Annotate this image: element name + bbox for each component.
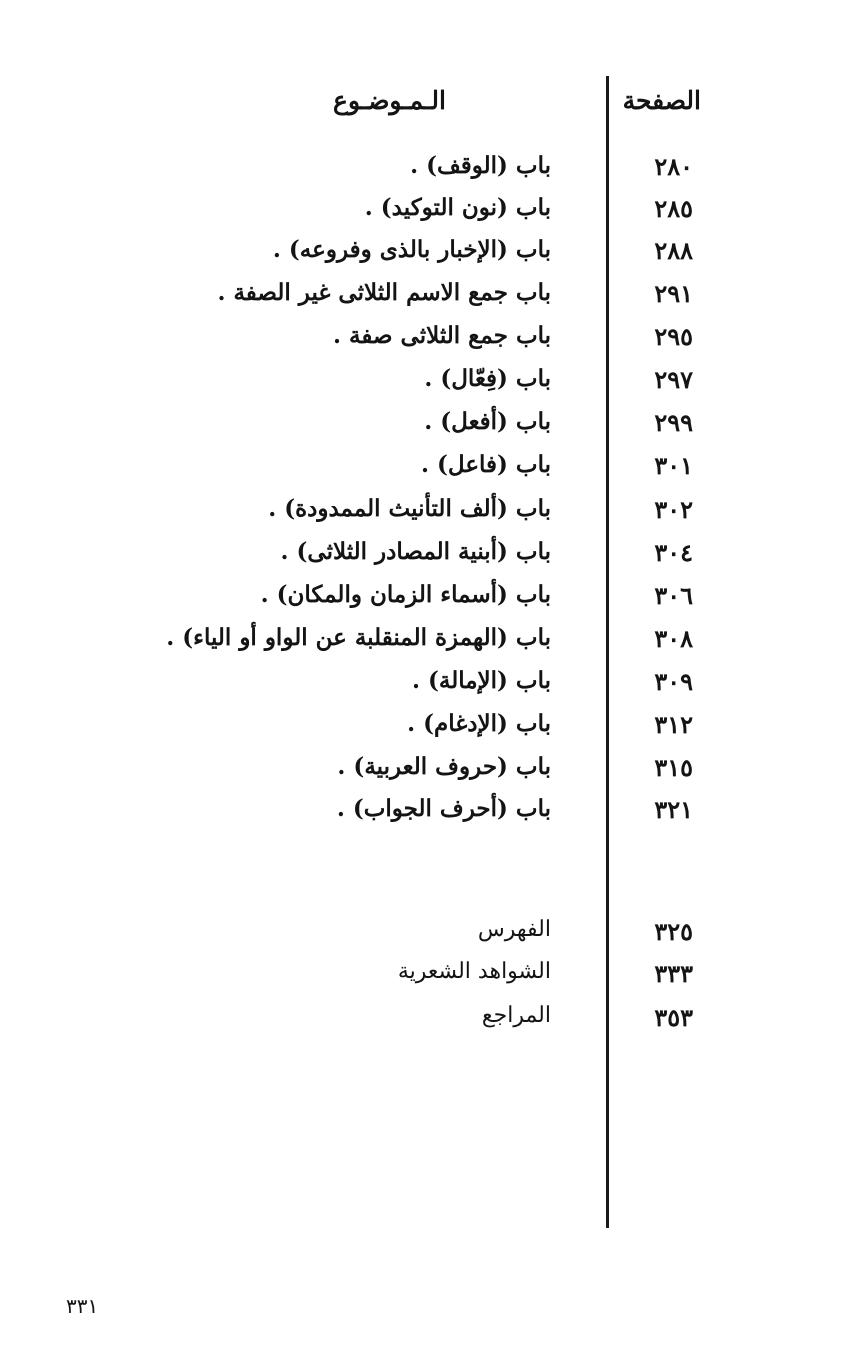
index-row xyxy=(0,624,849,666)
page-number: ٣٠٦ xyxy=(654,581,693,610)
topic-title: باب (حروف العربية) . xyxy=(337,753,551,780)
page-number: ٢٩١ xyxy=(654,279,693,308)
end-matter-row xyxy=(0,1003,849,1045)
page-number: ٣١٥ xyxy=(654,753,693,782)
page-number: ٣٣٣ xyxy=(654,959,693,988)
page-number: ٢٩٧ xyxy=(654,365,693,394)
page-number: ٣٠١ xyxy=(654,451,693,480)
topic-column-header: الـمـوضـوع xyxy=(333,86,446,115)
page-number: ٣٥٣ xyxy=(654,1003,693,1032)
topic-title: باب (نون التوكيد) . xyxy=(364,194,551,221)
topic-title: المراجع xyxy=(481,1003,551,1028)
page-number: ٣٠٤ xyxy=(654,538,693,567)
page-number: ٣٠٢ xyxy=(654,495,693,524)
page-number: ٢٨٨ xyxy=(654,236,693,265)
topic-title: باب (الهمزة المنقلبة عن الواو أو الياء) . xyxy=(166,624,551,651)
index-row xyxy=(0,279,849,321)
end-matter-row xyxy=(0,917,849,959)
topic-title: باب (فاعل) . xyxy=(421,451,551,478)
page-number: ٣٢١ xyxy=(654,795,693,824)
index-row xyxy=(0,538,849,580)
end-matter-row xyxy=(0,959,849,1001)
index-row xyxy=(0,795,849,837)
topic-title: باب (ألف التأنيث الممدودة) . xyxy=(268,495,551,522)
topic-title: باب (الإخبار بالذى وفروعه) . xyxy=(272,236,551,263)
topic-title: باب (الإدغام) . xyxy=(407,710,551,737)
topic-title: الفهرس xyxy=(477,917,551,942)
page-number: ٢٨٥ xyxy=(654,194,693,223)
index-row xyxy=(0,753,849,795)
index-row xyxy=(0,667,849,709)
topic-title: باب (أفعل) . xyxy=(424,408,551,435)
index-row xyxy=(0,194,849,236)
page-number: ٢٨٠ xyxy=(654,152,693,181)
page-number: ٣١٢ xyxy=(654,710,693,739)
index-row xyxy=(0,152,849,194)
page-folio-number: ٣٣١ xyxy=(66,1294,99,1318)
index-row xyxy=(0,451,849,493)
topic-title: باب (الإمالة) . xyxy=(411,667,551,694)
topic-title: باب جمع الاسم الثلاثى غير الصفة . xyxy=(217,279,551,306)
page-number: ٣٠٨ xyxy=(654,624,693,653)
topic-title: باب (الوقف) . xyxy=(410,152,551,179)
index-row xyxy=(0,495,849,537)
topic-title: الشواهد الشعرية xyxy=(397,959,551,984)
topic-title: باب جمع الثلاثى صفة . xyxy=(333,322,551,349)
topic-title: باب (أحرف الجواب) . xyxy=(336,795,551,822)
index-row xyxy=(0,365,849,407)
topic-title: باب (أبنية المصادر الثلاثى) . xyxy=(280,538,551,565)
index-row xyxy=(0,236,849,278)
topic-title: باب (أسماء الزمان والمكان) . xyxy=(260,581,551,608)
page-number: ٢٩٥ xyxy=(654,322,693,351)
topic-title: باب (فِعّال) . xyxy=(424,365,551,392)
index-row xyxy=(0,322,849,364)
page-number: ٣٢٥ xyxy=(654,917,693,946)
index-row xyxy=(0,710,849,752)
index-row xyxy=(0,408,849,450)
page-number: ٢٩٩ xyxy=(654,408,693,437)
page-number: ٣٠٩ xyxy=(654,667,693,696)
page-column-header: الصفحة xyxy=(622,86,701,115)
index-row xyxy=(0,581,849,623)
